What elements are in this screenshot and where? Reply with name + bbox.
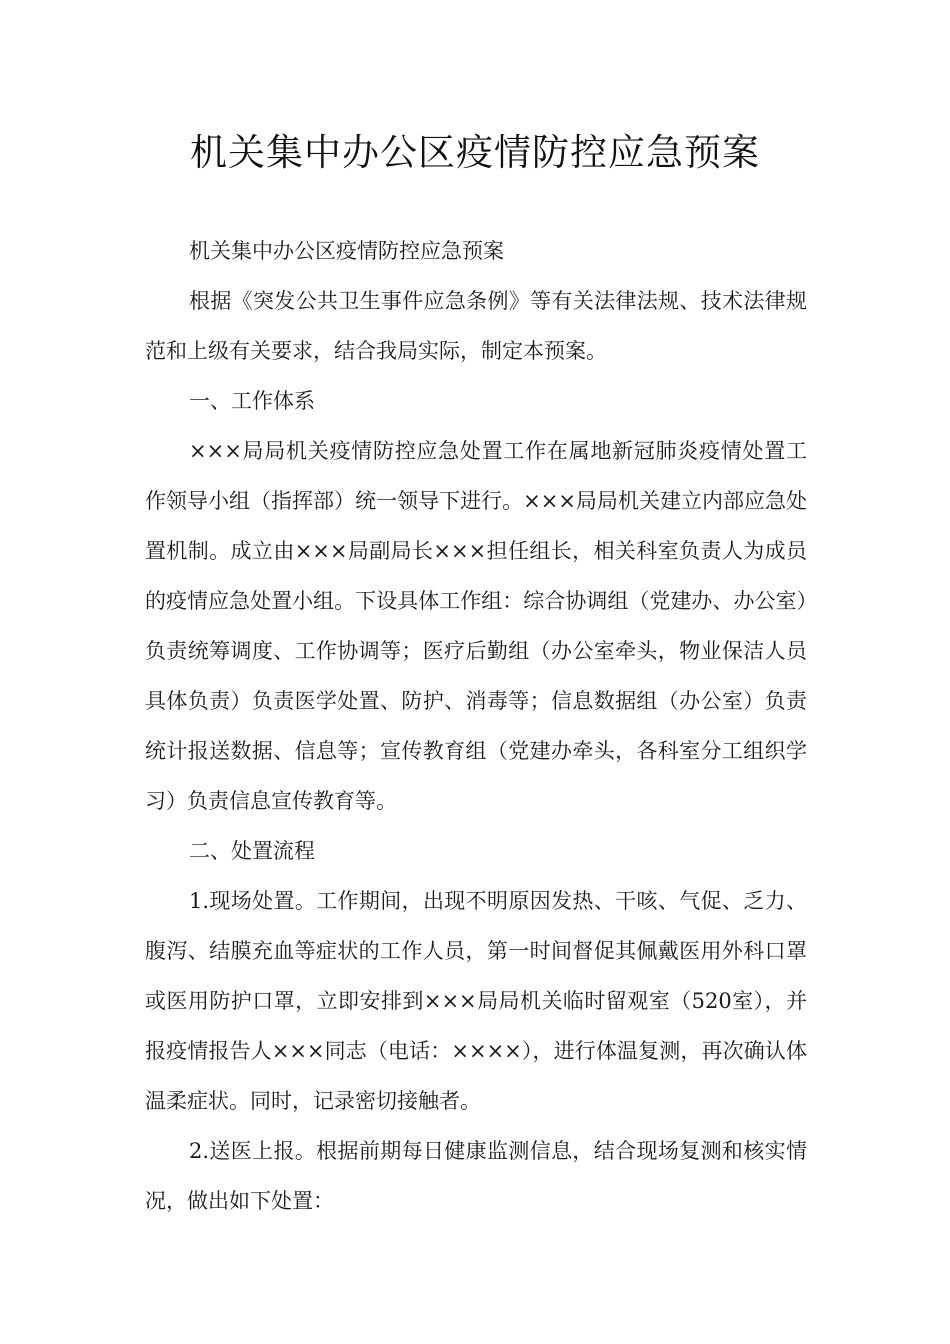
work-system-paragraph: ×××局局机关疫情防控应急处置工作在属地新冠肺炎疫情处置工作领导小组（指挥部）统一领导下进行。×××局局机关建立内部应急处置机制。成立由×××局副局长×××担任组长，相关科室负责人为成员的疫情应急处置小组。下设具体工作组：综合协调组（党建办、办公室）负责统筹调度、工作协调等；医疗后勤组（办公室牵头，物业保洁人员具体负责）负责医学处置、防护、消毒等；信息数据组（办公室）负责统计报送数据、信息等；宣传教育组（党建办牵头，各科室分工组织学习）负责信息宣传教育等。 <box>145 439 807 813</box>
document-body <box>145 226 807 1226</box>
onsite-handling-paragraph: 1.现场处置。工作期间，出现不明原因发热、干咳、气促、乏力、腹泻、结膜充血等症状的工作人员，第一时间督促其佩戴医用外科口罩或医用防护口罩，立即安排到×××局局机关临时留观室（520室），并报疫情报告人×××同志（电话：××××），进行体温复测，再次确认体温柔症状。同时，记录密切接触者。 <box>145 889 807 1113</box>
subtitle-paragraph: 机关集中办公区疫情防控应急预案 <box>189 239 504 263</box>
document-title: 机关集中办公区疫情防控应急预案 <box>190 131 760 174</box>
section-heading-work-system: 一、工作体系 <box>189 389 315 413</box>
section-heading-procedure: 二、处置流程 <box>189 839 315 863</box>
hospital-report-paragraph: 2.送医上报。根据前期每日健康监测信息，结合现场复测和核实情况，做出如下处置： <box>145 1139 807 1213</box>
intro-paragraph: 根据《突发公共卫生事件应急条例》等有关法律法规、技术法律规范和上级有关要求，结合我局实际，制定本预案。 <box>145 289 807 363</box>
